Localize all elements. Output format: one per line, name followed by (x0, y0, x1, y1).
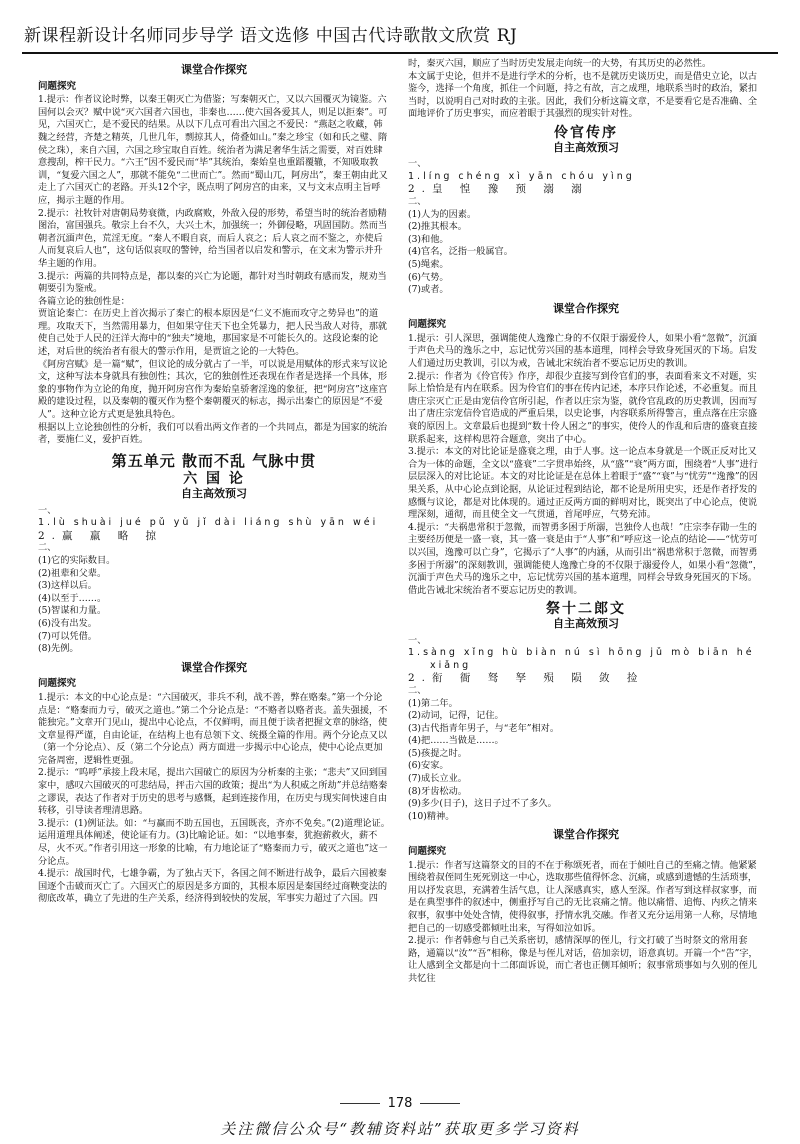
paragraph: 1.提示：作者议论时弊，以秦王朝灭亡为借鉴；写秦朝灭亡，又以六国覆灭为镜鉴。六国何以会灭？赋中说“灭六国者六国也，非秦也……使六国各爱其人，则足以拒秦”。可见，六国灭亡，是不爱民的结果。从以下几点可看出六国之不爱民：“燕赵之收藏，韩魏之经营，齐楚之精英，几世几年，剽掠其人，倚叠如山。”秦之珍宝（如和氏之璧、隋侯之珠），来自六国，六国之珍宝取自百姓。统治者为满足奢华生活之需要，对百姓肆意搜刮，榨干民力。“六王”因不爱民而“毕”其统治，秦始皇也重蹈覆辙，不知吸取教训，“复爱六国之人”，那就不能免“二世而亡”。然而“蜀山兀，阿房出”，秦王朝由此又走上了六国灭亡的老路。开头12个字，既点明了阿房宫的由来，又与文末点明主旨呼应，揭示主题的作用。 (38, 94, 388, 206)
question-number: 二、 (408, 684, 427, 696)
article-subtitle: 自主高效预习 (553, 140, 619, 154)
header-title: 新课程新设计名师同步导学 语文选修 中国古代诗歌散文欣赏 RJ (24, 26, 518, 46)
characters-line: 2.赢 羸 略 掠 (38, 529, 164, 542)
answer-item: (2)推其根本。 (408, 221, 467, 233)
answer-item: (7)成长立业。 (408, 773, 467, 785)
answer-item: (5)绳索。 (408, 258, 449, 270)
answer-item: (1)第二年。 (408, 697, 458, 709)
section-label: 问题探究 (408, 319, 447, 331)
answer-item: (1)人为的因素。 (408, 208, 477, 220)
divider (340, 1103, 380, 1104)
divider (420, 1103, 460, 1104)
paragraph: 2.提示：作者为《伶官传》作序，却很少直接写到伶官们的事，表面看来文不对题，实际上恰恰是有内在联系。因为伶官们的事在传内记述，本序只作论述，不必重复。而且唐庄宗灭亡正是由宠信伶官所引起，作者以庄宗为鉴，就伶官乱政的历史教训，因而写出了唐庄宗宠信伶官造成的严重后果，以史论事，内容联系所得警言，重点落在庄宗盛衰的原因上。文章最后也提到“数十伶人困之”的事实，使伶人的作乱和后唐的盛衰直接联系起来，这样构思符合题意，突出了中心。 (408, 370, 758, 445)
article-subtitle: 自主高效预习 (181, 487, 247, 500)
right-column (408, 58, 764, 986)
answer-item: (3)这样以后。 (38, 580, 97, 592)
pinyin-line: 1.lù shuài jué pǔ yǔ jǐ dài liáng shù yān wéi (38, 517, 379, 529)
unit-title: 第五单元 散而不乱 气脉中贯 (111, 451, 317, 470)
paragraph: 1.提示：本文的中心论点是：“六国破灭，非兵不利，战不善，弊在赂秦。”第一个分论点是：“赂秦而力亏，破灭之道也。”第二个分论点是：“不赂者以赂者丧。盖失强援，不能独完。”文章开门见山，提出中心论点，不仅鲜明，而且便于读者把握文章的脉络，使文章显得严谨，自由论证，在结构上也有总领下文、统摄全篇的作用。两个分论点又以（第一个分论点）、反（第二个分论点）两方面进一步揭示中心论点，使中心论点更加完备周密，逻辑性更强。 (38, 691, 388, 766)
section-title: 课堂合作探究 (553, 301, 619, 315)
paragraph: 1.提示：作者写这篇祭文的目的不在于称颂死者，而在于倾吐自己的至痛之情。他紧紧围绕着叔侄同生死死别这一中心，选取那些值得怀念、沉痛，或感到遗憾的生活琐事，用以抒发哀思，充满着生活气息，让人深感真实，感人至深。作者写到这样叔家事，而是在典型事件的叙述中，侧重抒写自己的无比哀痛之情。他以痛惜、追悔、内疚之情来叙事，叙事中处处含情，使得叙事，抒情水乳交融。作者又充分运用第一人称，尽情地把自己的一切感受都倾吐出来，写得如泣如诉。 (408, 859, 758, 934)
paragraph: 本文属于史论，但并不是进行学术的分析，也不是就历史谈历史，而是借史立论，以古鉴今，选择一个角度，抓住一个问题，持之有故，言之成理，地联系当时的政治，紧扣当时，以说明自己对时政的主张。因此，我们分析这篇文章，不是要看它是否准确、全面地评价了历史事实，而应着眼于其强烈的现实针对性。 (408, 70, 758, 120)
left-column (38, 58, 390, 906)
answer-item: (10)精神。 (408, 810, 455, 822)
footer-note: 关注微信公众号“教辅资料站”获取更多学习资料 (220, 1120, 580, 1138)
section-title: 课堂合作探究 (181, 63, 247, 76)
question-number: 一、 (408, 634, 427, 646)
answer-item: (2)祖辈和父辈。 (38, 567, 107, 579)
paragraph: 2.提示：作者韩愈与自己关系密切，感情深厚的侄儿，行文打破了当时祭文的常用套路，通篇以“汝”“吾”相称，像是与侄儿对话，倍加亲切，语意真切。开篇一个“告”字，让人感到全文都是向十二郎面诉说，而亡者也正侧耳倾听；叙事常琐事如与久别的侄儿共忆往 (408, 935, 758, 984)
page-number-area (0, 1096, 800, 1111)
answer-item: (3)古代指青年男子，与“老年”相对。 (408, 722, 560, 734)
answer-item: (4)以至于……。 (38, 592, 107, 604)
answer-item: (8)先例。 (38, 643, 79, 655)
characters-line: 2.皇 惶 豫 预 溺 溺 (408, 183, 589, 196)
pinyin-line: 1.líng chéng xì yān chóu yìng (408, 170, 635, 182)
paragraph: 2.提示：社牧针对唐朝局势衰微，内政腐败，外敌入侵的形势，希望当时的统治者励精图治，富国强兵。敬宗上台不久，大兴土木，加强统一；外御侵略，巩固国防。然而当朝者沉湎声色，荒淫无度。“秦人不暇自哀，而后人哀之；后人哀之而不鉴之，亦使后人而复哀后人也”，这句话似哀叹的警钟，给当国者以启发和警示，在文末为警示并升华主题的作用。 (38, 207, 388, 269)
answer-item: (7)可以凭借。 (38, 630, 97, 642)
answer-item: (8)牙齿松动。 (408, 785, 467, 797)
paragraph: 各篇立论的独创性是： (38, 295, 130, 307)
question-number: 一、 (408, 158, 427, 170)
paragraph: 贾谊论秦亡：在历史上首次揭示了秦亡的根本原因是“仁义不施而攻守之势异也”的道理。攻取天下，当然需用暴力，但如果守住天下也全凭暴力，把人民当敌人对待，那就使自己处于人民的汪洋大海中的“独夫”境地，那国家是不可能长久的。这段论秦的论述，对后世的统治者有很大的警示作用，是贾谊之论的一大特色。 (38, 308, 388, 358)
section-label: 问题探究 (38, 80, 77, 92)
paragraph: 3.提示：本文的对比论证是盛衰之理，由于人事。这一论点本身就是一个既正反对比又合为一体的命题，全文以“盛衰”二字贯串始终，从“盛”“衰”两方面，围绕着“人事”进行层层深入的对比论证。本文的对比论证是在总体上着眼于“盛”“衰”与“忧劳”“逸豫”的因果关系，从中心论点到论据，从论证过程到结论，都不论是所用史实，还是作者抒发的感慨与议论，都是对比体现的。通过正反两方面的鲜明对比，既突出了中心论点，使说理深刻，通彻，而且使全文一气贯通，首尾呼应，气势充沛。 (408, 446, 758, 521)
article-subtitle: 自主高效预习 (553, 616, 619, 630)
answer-item: (9)多少(日子)，这日子过不了多久。 (408, 798, 557, 810)
paragraph: 3.提示：两篇的共同特点是，都以秦的兴亡为论题，都针对当时朝政有感而发，规劝当朝要引为鉴戒。 (38, 270, 387, 295)
answer-item: (6)气势。 (408, 271, 449, 283)
answer-item: (6)没有出发。 (38, 617, 97, 629)
paragraph: 4.提示：战国时代，七雄争霸，为了独占天下，各国之间不断进行战争，最后六国被秦国逐个击破而灭亡了。六国灭亡的原因是多方面的，其根本原因是秦国经过商鞅变法的彻底改革，确立了先进的生产关系，经济得到较快的发展，军事实力超过了六国。四 (38, 868, 388, 905)
paragraph: 《阿房宫赋》是一篇“赋”，但议论的成分就占了一半，可以说是用赋体的形式来写议论文，这种写法本身就具有独创性；其次，它的独创性还表现在作者是选择一个具体，形象的事物作为立论的角度，抛开阿房宫作为秦始皇骄奢淫逸的象征，把“阿房宫”这座宫殿的建设过程，以及秦朝的覆灭作为整个秦朝覆灭的标志，揭示出秦亡的原因是“不爱人”。这种立论方式更是独具特色。 (38, 358, 388, 421)
answer-item: (5)智谋和力量。 (38, 605, 107, 617)
pinyin-line: xiǎng (430, 659, 472, 671)
question-number: 二、 (38, 542, 57, 554)
section-label: 问题探究 (408, 846, 447, 858)
pinyin-line: 1.sàng xǐng hù biàn nú sì hōng jǔ mò biān hé (408, 647, 755, 659)
paragraph: 根据以上立论独创性的分析，我们可以看出两文作者的一个共同点，都是为国家的统治者，要施仁义，爱护百姓。 (38, 421, 388, 446)
paragraph: 1.提示：引人深思，强调能使人逸豫亡身的不仅限于溺爱伶人，如果小看“忽微”，沉湎于声色犬马的逸乐之中，忘记忧劳兴国的基本道理，同样会导致身死国灭的下场。启发人们通过历史教训，引以为戒，告诫北宋统治者不要忘记历史的教训。 (408, 332, 758, 370)
answer-item: (5)孩提之时。 (408, 747, 467, 759)
answer-item: (1)它的实际数目。 (38, 554, 116, 566)
article-title: 伶官传序 (554, 124, 618, 141)
paragraph: 2.提示：“呜呼”承接上段末尾，提出六国破亡的原因为分析秦的主张；“悲夫”又回到国家中，感叹六国破灭的可悲结局，抨击六国的政策；提出“为人积威之所劫”并总结赂秦之谬误，表达了作者对于历史的思考与感慨，起到连接作用，在历史与现实间快速自由转移，引导读者理清思路。 (38, 767, 388, 817)
characters-line: 2.衔 衙 驽 孥 殒 陨 敛 捡 (408, 672, 645, 685)
paragraph: 4.提示：“夫祸患常积于忽微，而智勇多困于所溺，岂独伶人也哉！”庄宗李存勖一生的主要经历便是一盛一衰，其一盛一衰是由于“人事”和“呼应这一论点的结论——“忧劳可以兴国，逸豫可以亡身”，它揭示了“人事”的内涵，从而引出“祸患常积于忽微，而智勇多困于所溺”的深刻教训，强调能使人逸豫亡身的不仅限于溺爱伶人，如果小看“忽微”，沉湎于声色犬马的逸乐之中，忘记忧劳兴国的基本道理，同样会导致身死国灭的下场。借此告诫北宋统治者不要忘记历史的教训。 (408, 521, 763, 596)
question-number: 一、 (38, 504, 57, 516)
section-title: 课堂合作探究 (553, 828, 619, 842)
answer-item: (4)把……当做是……。 (408, 735, 504, 747)
paragraph: 时，秦灭六国，顺应了当时历史发展走向统一的大势，有其历史的必然性。 (408, 58, 712, 69)
answer-item: (4)官名，泛指一般属官。 (408, 246, 513, 258)
answer-item: (2)动词，记得，记住。 (408, 710, 504, 722)
page-number: 178 (387, 1096, 413, 1111)
answer-item: (7)或者。 (408, 284, 449, 296)
article-title: 祭十二郎文 (546, 601, 626, 618)
question-number: 二、 (408, 195, 427, 207)
section-title: 课堂合作探究 (181, 660, 247, 674)
paragraph: 3.提示：(1)例证法。如：“与赢而不助五国也，五国既丧，齐亦不免矣。”(2)道理论证。运用道理具体阐述，使论证有力。(3)比喻论证。如：“以地事秦，犹抱薪救火，薪不尽，火不灭。”作者引用这一形象的比喻，有力地论证了“赂秦而力亏，破灭之道也”这一分论点。 (38, 817, 390, 867)
article-title: 六 国 论 (183, 471, 245, 488)
section-label: 问题探究 (38, 678, 77, 690)
page-header (22, 18, 778, 54)
answer-item: (6)安家。 (408, 760, 449, 772)
answer-item: (3)和他。 (408, 233, 449, 245)
